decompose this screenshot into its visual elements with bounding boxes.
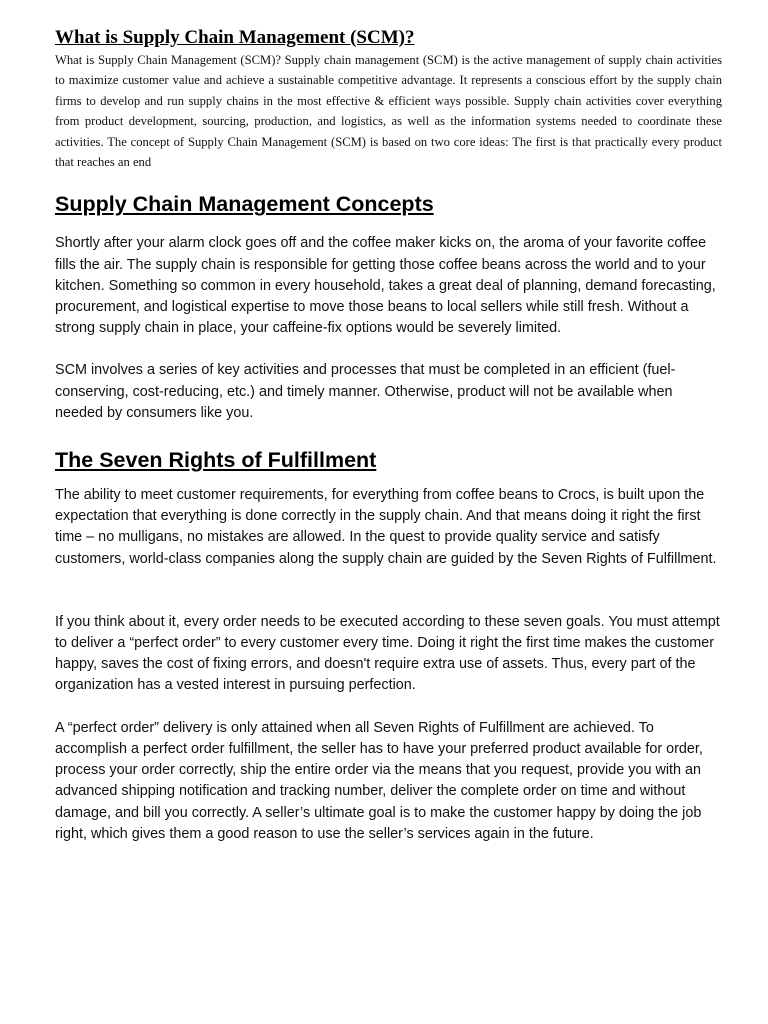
document-page	[55, 26, 722, 845]
scm-paragraph: What is Supply Chain Management (SCM)? Supply chain management (SCM) is the active management of supply chain activities to maximize customer value and achieve a sustainable competitive advantage. It represents a conscious effort by the supply chain firms to develop and run supply chains in the most effective & efficient ways possible. Supply chain activities cover everything from product development, sourcing, production, and logistics, as well as the information systems needed to coordinate these activities. The concept of Supply Chain Management (SCM) is based on two core ideas: The first is that practically every product that reaches an end	[55, 53, 722, 170]
concepts-heading: Supply Chain Management Concepts	[55, 192, 434, 217]
rights-heading: The Seven Rights of Fulfillment	[55, 448, 377, 473]
concepts-paragraph-2: SCM involves a series of key activities and processes that must be completed in an efficient (fuel-conserving, cost-reducing, etc.) and timely manner. Otherwise, product will not be available when needed by consumers like you.	[55, 362, 676, 421]
rights-paragraph-2: If you think about it, every order needs to be executed according to these seven goals. You must attempt to deliver a “perfect order” to every customer every time. Doing it right the first time makes the customer happy, saves the cost of fixing errors, and doesn't require extra use of assets. Thus, every part of the organization has a vested interest in pursuing perfection.	[55, 613, 720, 694]
concepts-paragraph-1: Shortly after your alarm clock goes off and the coffee maker kicks on, the aroma of your favorite coffee fills the air. The supply chain is responsible for getting those coffee beans across the world and to your kitchen. Something so common in every household, takes a great deal of planning, demand forecasting, procurement, and logistical expertise to move those beans to local sellers while still fresh. Without a strong supply chain in place, your caffeine-fix options would be severely limited.	[55, 235, 716, 337]
rights-paragraph-1: The ability to meet customer requirements, for everything from coffee beans to Crocs, is built upon the expectation that everything is done correctly in the supply chain. And that means doing it right the first time – no mulligans, no mistakes are allowed. In the quest to provide quality service and satisfy customers, world-class companies along the supply chain are guided by the Seven Rights of Fulfillment.	[55, 487, 717, 567]
scm-heading: What is Supply Chain Management (SCM)?	[55, 27, 415, 48]
rights-paragraph-3: A “perfect order” delivery is only attained when all Seven Rights of Fulfillment are achieved. To accomplish a perfect order fulfillment, the seller has to have your preferred product available for order, process your order correctly, ship the entire order via the means that you request, provide you with an advanced shipping notification and tracking number, deliver the complete order on time and without damage, and bill you correctly. A seller’s ultimate goal is to make the customer happy by doing the job right, which gives them a good reason to use the seller’s services again in the future.	[55, 719, 703, 842]
